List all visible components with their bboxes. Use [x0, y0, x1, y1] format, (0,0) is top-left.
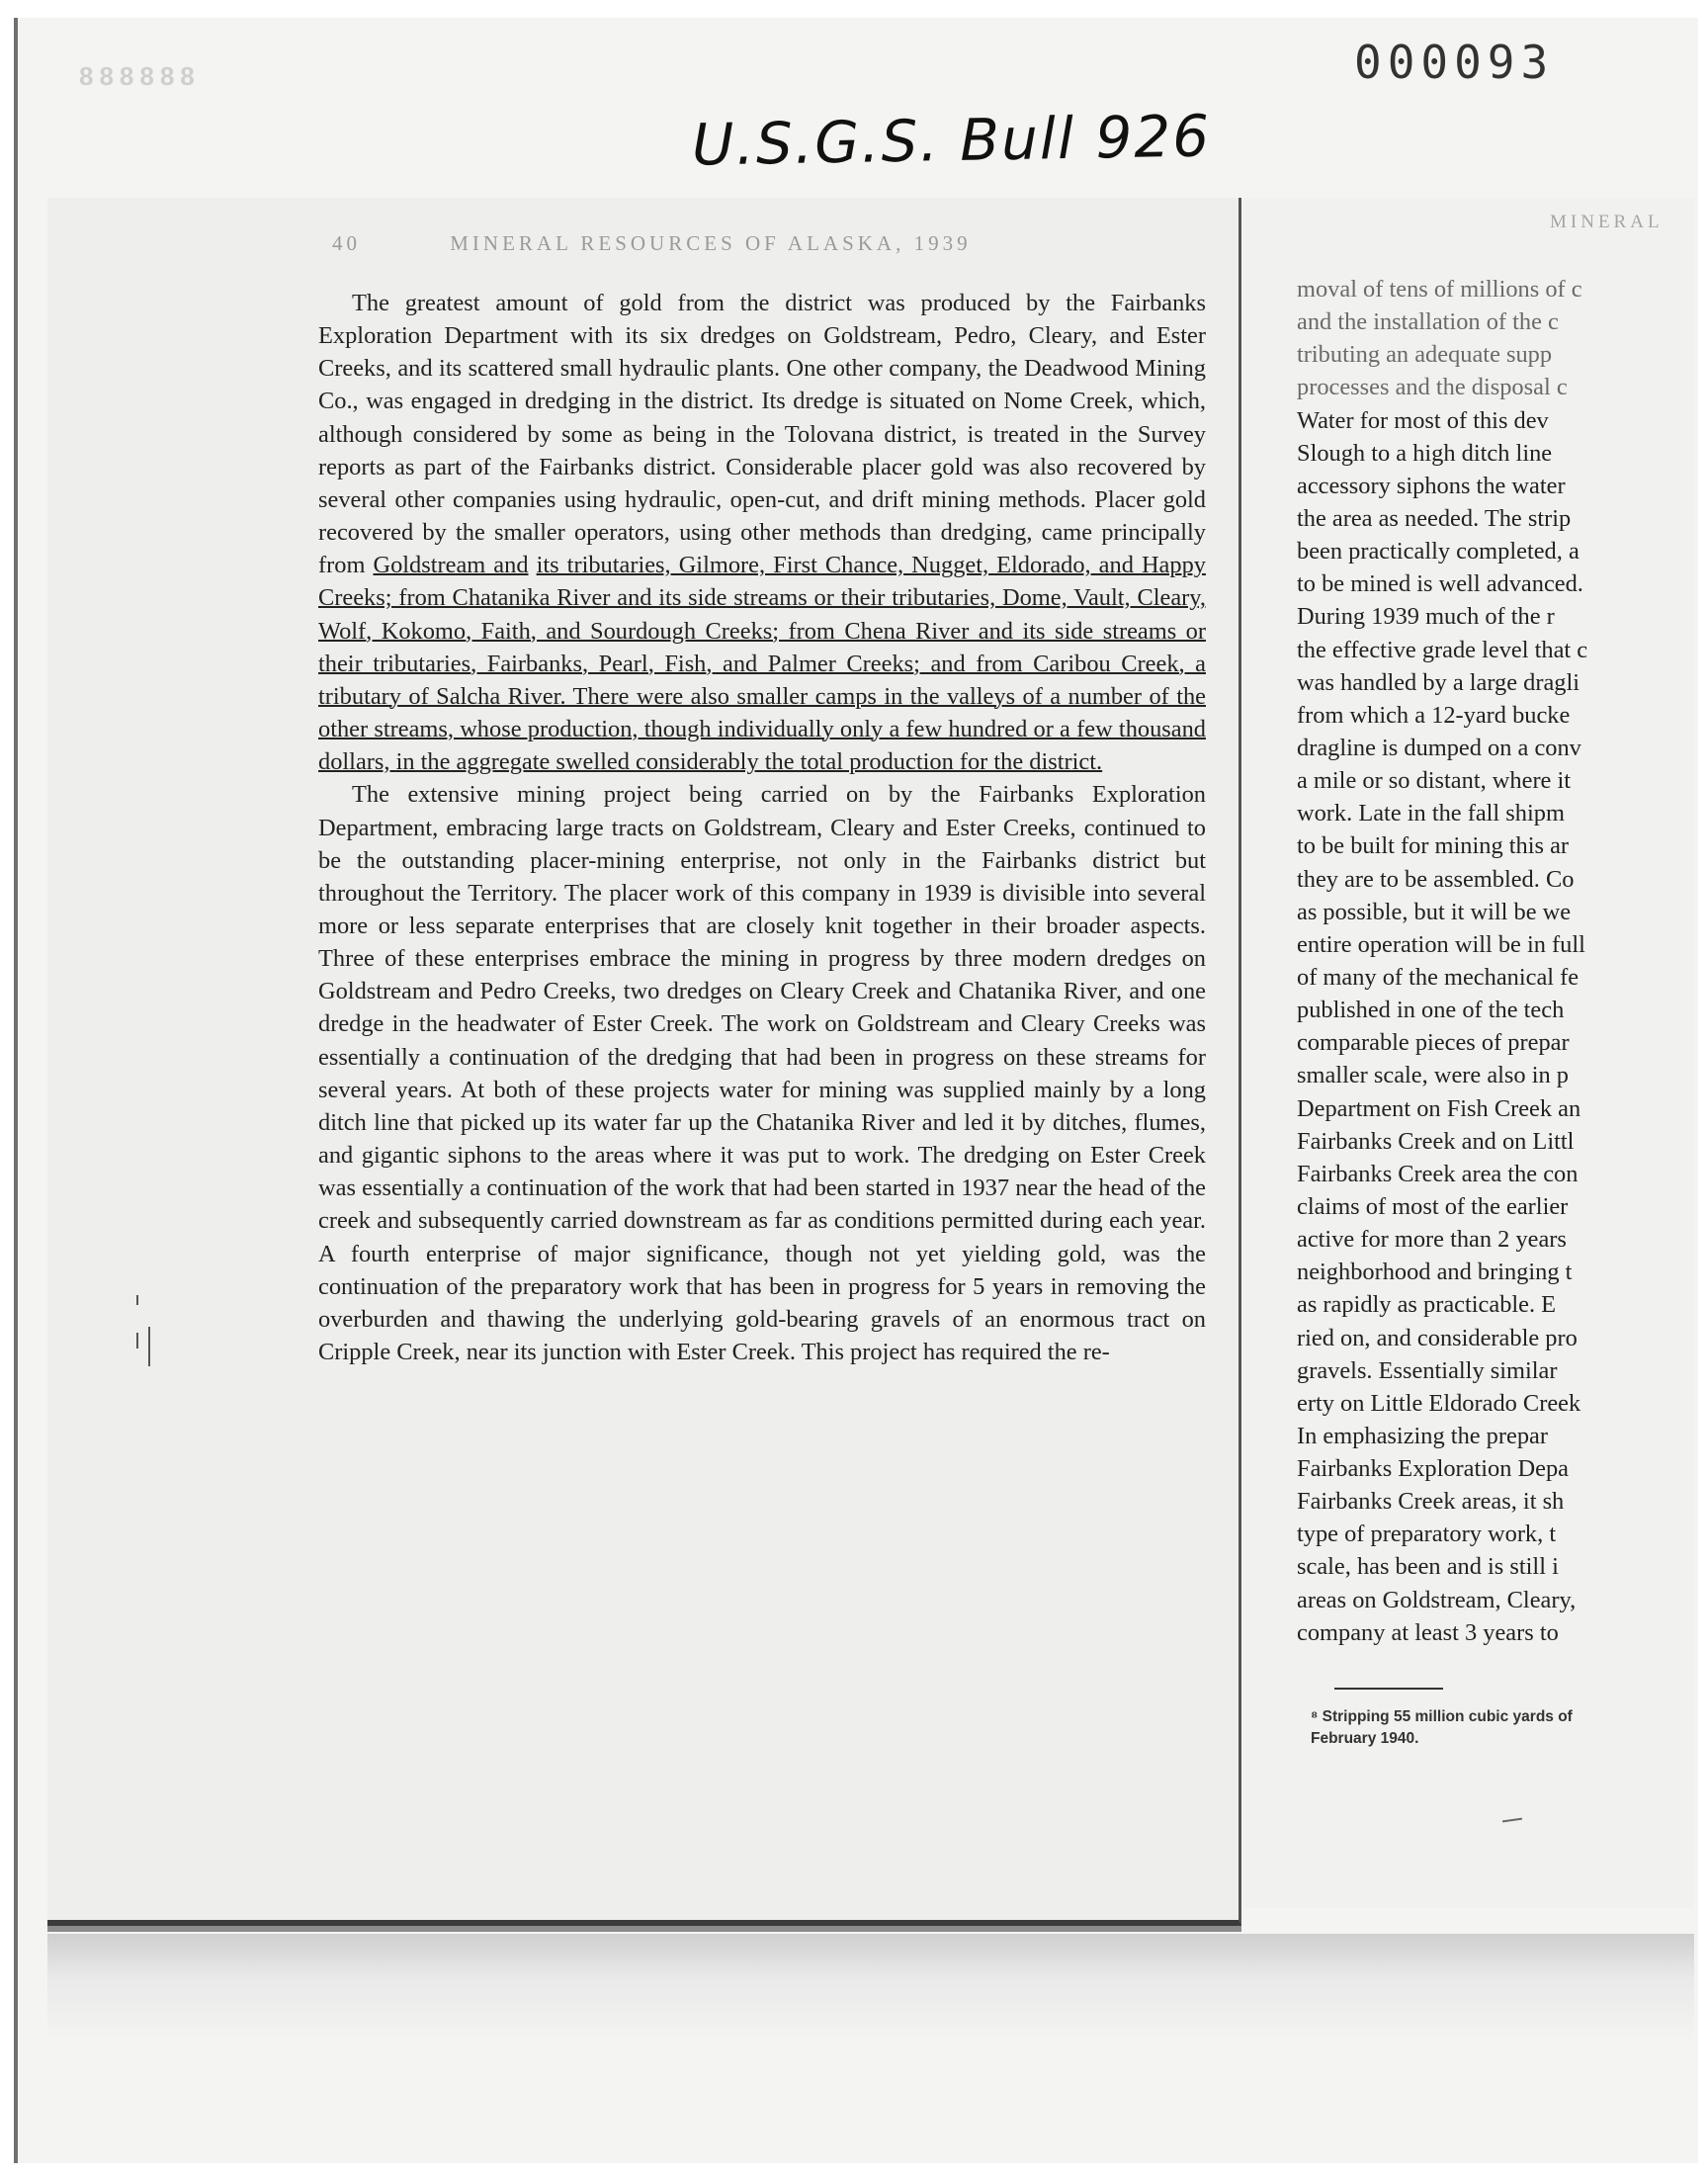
right-page-line: to be mined is well advanced.	[1297, 570, 1583, 598]
right-page-line: they are to be assembled. Co	[1297, 865, 1575, 893]
left-page-body	[318, 287, 1206, 1368]
right-page-line: In emphasizing the prepar	[1297, 1422, 1548, 1449]
right-page-line: smaller scale, were also in p	[1297, 1062, 1569, 1089]
right-page-line: erty on Little Eldorado Creek	[1297, 1389, 1581, 1417]
right-page-line: moval of tens of millions of c	[1297, 276, 1582, 303]
right-page-line: accessory siphons the water	[1297, 472, 1566, 499]
right-page-line: claims of most of the earlier	[1297, 1192, 1569, 1220]
right-page-line: published in one of the tech	[1297, 997, 1565, 1024]
right-page-line: the area as needed. The strip	[1297, 504, 1572, 532]
right-page-line: from which a 12-yard bucke	[1297, 701, 1571, 729]
right-page-line: tributing an adequate supp	[1297, 341, 1553, 369]
right-page-line: Fairbanks Creek and on Littl	[1297, 1127, 1575, 1155]
right-page-line: as possible, but it will be we	[1297, 898, 1572, 925]
right-page-line: During 1939 much of the r	[1297, 603, 1555, 631]
paragraph-2-text: its tributaries, Gilmore, First Chance, Nugget, Eldorado, and Happy Creeks; from Chatanika River and its side streams or their tributaries, Dome, Vault, Cleary, Wolf, Kokomo, Faith, and Sourdough Creeks; from Chena River and its side streams or their tributaries, Fairbanks, Pearl, Fish, and Palmer Creeks; and from Caribou Creek, a tributary of Salcha River. There were also smaller camps in the valleys of a number of the other streams, whose production, though individually only a few hundred or a few thousand dollars, in the aggregate swelled considerably the total production for the district.	[318, 552, 1206, 776]
right-page-line: dragline is dumped on a conv	[1297, 734, 1581, 761]
left-running-head	[332, 231, 1222, 256]
right-page-line: of many of the mechanical fe	[1297, 963, 1580, 991]
right-page-line: a mile or so distant, where it	[1297, 767, 1572, 795]
right-page-line: Department on Fish Creek an	[1297, 1094, 1581, 1122]
paragraph-1-text: The greatest amount of gold from the district was produced by the Fairbanks Exploration Department with its six dredges on Goldstream, Pedro, Cleary, and Ester Creeks, and its scattered small hydraulic plants. One other company, the Deadwood Mining Co., was engaged in dredging in the district. Its dredge is situated on Nome Creek, which, although considered by some as being in the Tolovana district, is treated in the Survey reports as part of the Fairbanks district. Considerable placer gold was also recovered by several other companies using hydraulic, open-cut, and drift mining methods. Placer gold recovered by the smaller operators, using other methods than dredging, came principally from	[318, 290, 1206, 579]
paragraph-3: The extensive mining project being carried on by the Fairbanks Exploration Department, embracing large tracts on Goldstream, Cleary and Ester Creeks, continued to be the outstanding placer-mining enterprise, not only in the Fairbanks district but throughout the Territory. The placer work of this company in 1939 is divisible into several more or less separate enterprises that are closely knit together in their broader aspects. Three of these enterprises embrace the mining in progress by three modern dredges on Goldstream and Pedro Creeks, two dredges on Cleary Creek and Chatanika River, and one dredge in the headwater of Ester Creek. The work on Goldstream and Cleary Creeks was essentially a continuation of the dredging that had been in progress on these streams for several years. At both of these projects water for mining was supplied mainly by a long ditch line that picked up its water far up the Chatanika River and led it by ditches, flumes, and gigantic siphons to the areas where it was put to work. The dredging on Ester Creek was essentially a continuation of the work that had been started in 1937 near the head of the creek and subsequently carried downstream as far as conditions permitted during each year. A fourth enterprise of major significance, though not yet yielding gold, was the continuation of the preparatory work that has been in progress for 5 years in removing the overburden and thawing the underlying gold-bearing gravels of an enormous tract on Cripple Creek, near its junction with Ester Creek. This project has required the re-	[318, 781, 1206, 1365]
right-page-line: as rapidly as practicable. E	[1297, 1291, 1557, 1319]
footnote	[1311, 1706, 1706, 1750]
footnote-rule	[1334, 1688, 1443, 1690]
right-page-line: ried on, and considerable pro	[1297, 1324, 1578, 1351]
right-page-line: to be built for mining this ar	[1297, 832, 1570, 860]
running-head-title: MINERAL RESOURCES OF ALASKA, 1939	[450, 231, 972, 255]
right-page-line: and the installation of the c	[1297, 308, 1559, 336]
right-running-head: MINERAL	[1550, 212, 1664, 232]
handwritten-annotation: U.S.G.S. Bull 926	[691, 102, 1212, 179]
right-page-line: Fairbanks Exploration Depa	[1297, 1455, 1570, 1483]
right-page-line: entire operation will be in full	[1297, 930, 1585, 958]
right-page-line: company at least 3 years to	[1297, 1618, 1559, 1646]
footnote-line: ⁸ Stripping 55 million cubic yards of	[1311, 1708, 1573, 1725]
right-page-line: Slough to a high ditch line	[1297, 439, 1553, 467]
right-page-line: been practically completed, a	[1297, 538, 1580, 566]
bleed-through-text: 888888	[79, 61, 201, 91]
right-page-line: the effective grade level that c	[1297, 636, 1588, 663]
page-stamp-number: 000093	[1354, 36, 1555, 89]
footnote-line: February 1940.	[1311, 1730, 1419, 1747]
right-page-body	[1297, 273, 1708, 1649]
right-page-line: comparable pieces of prepar	[1297, 1029, 1570, 1057]
right-page-line: processes and the disposal c	[1297, 374, 1568, 401]
right-page-line: Fairbanks Creek area the con	[1297, 1160, 1579, 1187]
margin-marks	[123, 1285, 162, 1374]
right-page-line: scale, has been and is still i	[1297, 1553, 1559, 1581]
right-page-line: active for more than 2 years	[1297, 1226, 1567, 1254]
right-page-line: Fairbanks Creek areas, it sh	[1297, 1488, 1565, 1516]
right-page-line: gravels. Essentially similar	[1297, 1356, 1558, 1384]
right-page-line: neighborhood and bringing t	[1297, 1259, 1573, 1286]
page-number: 40	[332, 231, 361, 255]
underlined-phrase: Goldstream and	[373, 552, 529, 579]
right-page-line: Water for most of this dev	[1297, 406, 1549, 434]
right-page-line: work. Late in the fall shipm	[1297, 800, 1565, 827]
scan-shadow-strip	[47, 1934, 1694, 2043]
right-page-line: areas on Goldstream, Cleary,	[1297, 1586, 1577, 1613]
right-page-line: was handled by a large dragli	[1297, 668, 1580, 696]
paragraph-1	[318, 287, 1206, 778]
right-page-line: type of preparatory work, t	[1297, 1521, 1557, 1548]
